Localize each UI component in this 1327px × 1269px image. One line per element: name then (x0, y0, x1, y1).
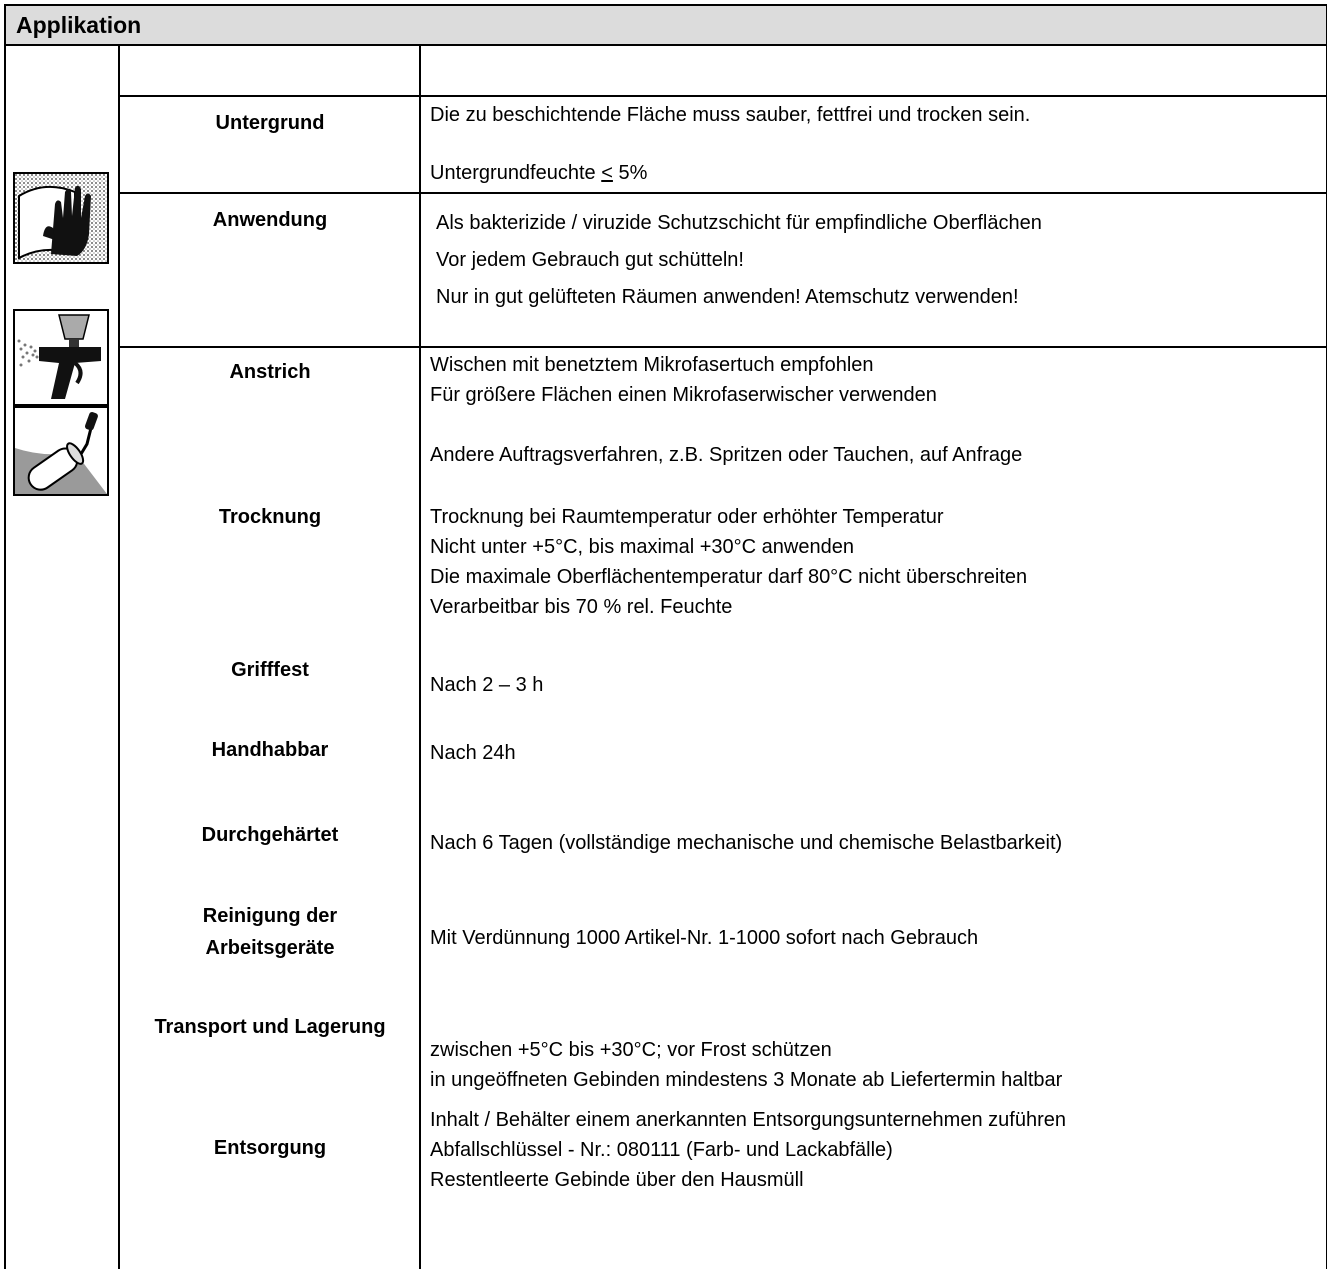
label-handhabbar: Handhabbar (211, 739, 329, 761)
label-durchgehaertet: Durchgehärtet (201, 824, 339, 846)
text-line: Trocknung bei Raumtemperatur oder erhöhter Temperatur (430, 506, 944, 528)
text-line: Nach 6 Tagen (vollständige mechanische und chemische Belastbarkeit) (430, 832, 1063, 854)
text-line: Nur in gut gelüfteten Räumen anwenden! Atemschutz verwenden! (436, 286, 1019, 308)
hand-wall-icon (13, 172, 109, 264)
text-line: Mit Verdünnung 1000 Artikel-Nr. 1-1000 sofort nach Gebrauch (430, 927, 979, 949)
text-line: Nach 2 – 3 h (430, 674, 544, 696)
text-line: Verarbeitbar bis 70 % rel. Feuchte (430, 596, 733, 618)
content-entsorgung (430, 1105, 1320, 1195)
label-untergrund: Untergrund (215, 112, 325, 134)
text-line: Untergrundfeuchte < 5% (430, 162, 648, 184)
content-trocknung (430, 502, 1320, 622)
content-anwendung (430, 205, 1320, 316)
text-line: Die maximale Oberflächentemperatur darf 80°C nicht überschreiten (430, 566, 1028, 588)
paint-roller-icon (13, 406, 109, 496)
text-line: Für größere Flächen einen Mikrofaserwischer verwenden (430, 384, 937, 406)
text-line: Nicht unter +5°C, bis maximal +30°C anwenden (430, 536, 854, 558)
content-untergrund (430, 100, 1320, 188)
content-anstrich (430, 350, 1320, 470)
text-line: Vor jedem Gebrauch gut schütteln! (436, 249, 744, 271)
row-divider (118, 192, 1327, 194)
label-anstrich: Anstrich (229, 361, 311, 383)
label-anwendung: Anwendung (212, 209, 328, 231)
text-line: zwischen +5°C bis +30°C; vor Frost schützen (430, 1039, 832, 1061)
label-entsorgung: Entsorgung (213, 1137, 327, 1159)
label-reinigung: Reinigung der Arbeitsgeräte (202, 905, 338, 959)
text-line: Nach 24h (430, 742, 516, 764)
label-transport: Transport und Lagerung (154, 1016, 386, 1038)
row-divider (118, 346, 1327, 348)
text-line: Wischen mit benetztem Mikrofasertuch empfohlen (430, 354, 874, 376)
text-line: in ungeöffneten Gebinden mindestens 3 Monate ab Liefertermin haltbar (430, 1069, 1063, 1091)
row-divider (118, 95, 1327, 97)
spray-gun-icon (13, 309, 109, 406)
text-line: Abfallschlüssel - Nr.: 080111 (Farb- und Lackabfälle) (430, 1139, 893, 1161)
text-line: Restentleerte Gebinde über den Hausmüll (430, 1169, 804, 1191)
text-line: Die zu beschichtende Fläche muss sauber, fettfrei und trocken sein. (430, 104, 1031, 126)
content-reinigung (430, 923, 1320, 953)
content-durchgehaertet (430, 828, 1320, 858)
label-grifffest: Grifffest (231, 659, 309, 681)
label-trocknung: Trocknung (218, 506, 322, 528)
text-line: Andere Auftragsverfahren, z.B. Spritzen oder Tauchen, auf Anfrage (430, 444, 1023, 466)
content-grifffest (430, 670, 1320, 700)
content-handhabbar (430, 738, 1320, 768)
text-line: Inhalt / Behälter einem anerkannten Entsorgungsunternehmen zuführen (430, 1109, 1066, 1131)
section-title: Applikation (16, 11, 142, 38)
section-header (4, 4, 1327, 46)
text-line: Als bakterizide / viruzide Schutzschicht für empfindliche Oberflächen (436, 212, 1042, 234)
content-transport (430, 1035, 1320, 1095)
